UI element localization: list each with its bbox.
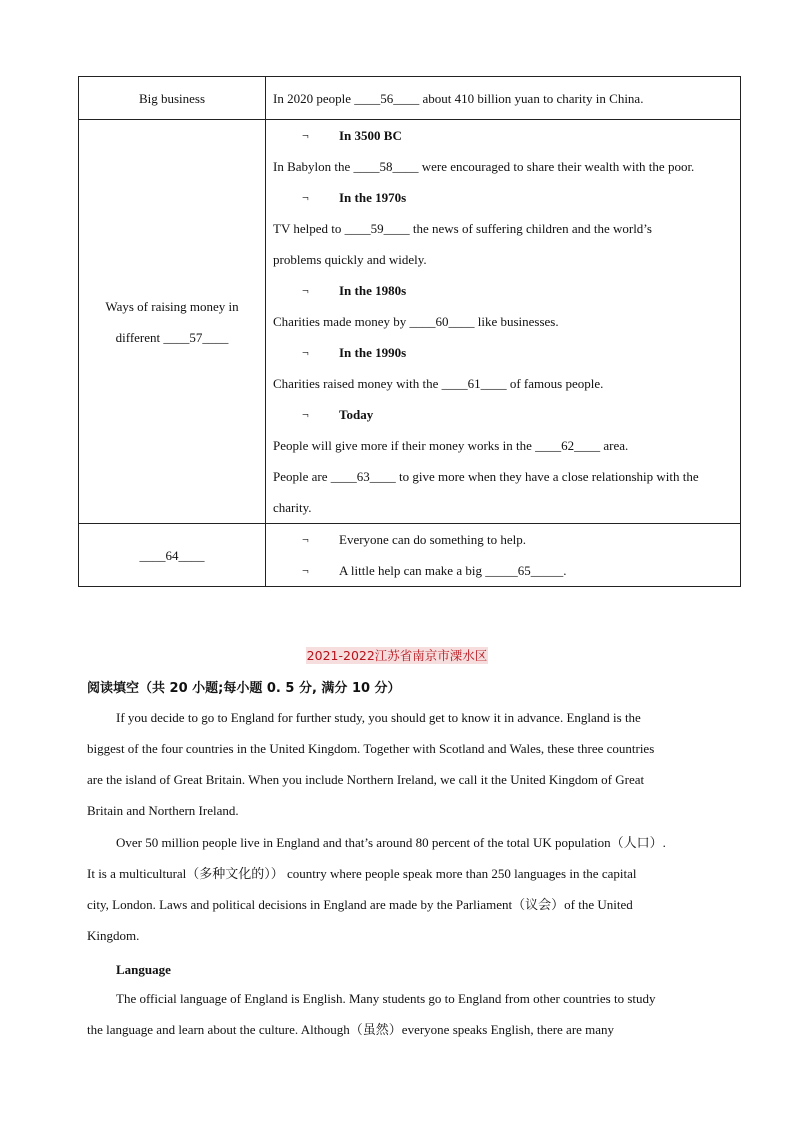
paragraph-line: city, London. Laws and political decisions in England are made by the Parliament（议会）of the United — [87, 897, 633, 912]
table-text: TV helped to ____59____ the news of suffering children and the world’s — [273, 221, 652, 236]
table-text: People are ____63____ to give more when they have a close relationship with the — [273, 469, 699, 484]
paragraph-line: If you decide to go to England for further study, you should get to know it in advance. England is the — [116, 710, 641, 725]
row-content — [266, 77, 741, 120]
table-text: Charities made money by ____60____ like businesses. — [273, 314, 559, 329]
table-row — [79, 77, 741, 120]
table-row — [79, 524, 741, 587]
period-heading: Today — [339, 407, 374, 422]
paragraph-line: Over 50 million people live in England and that’s around 80 percent of the total UK population（人口）. — [116, 835, 666, 850]
row-label-line: different ____57____ — [115, 329, 229, 345]
table-text: In Babylon the ____58____ were encouraged to share their wealth with the poor. — [273, 159, 695, 174]
table-text: Charities raised money with the ____61____ of famous people. — [273, 376, 604, 391]
row-label-big-business: Big business — [79, 77, 266, 120]
paragraph-2 — [87, 827, 727, 951]
bullet-item — [273, 182, 740, 213]
paragraph-line: Kingdom. — [87, 928, 140, 943]
paragraph-line: The official language of England is English. Many students go to England from other countries to study — [116, 991, 656, 1006]
row-content — [266, 120, 741, 524]
source-label — [0, 646, 794, 664]
paragraph-line: It is a multicultural（多种文化的）） country where people speak more than 250 languages in the capital — [87, 866, 637, 881]
paragraph-line: biggest of the four countries in the United Kingdom. Together with Scotland and Wales, these three countries — [87, 741, 655, 756]
bullet-mark: ¬ — [302, 283, 309, 297]
row-content — [266, 524, 741, 587]
section-heading: 阅读填空（共 20 小题;每小题 0. 5 分, 满分 10 分） — [87, 681, 401, 696]
table-text: charity. — [273, 500, 312, 515]
table-text: problems quickly and widely. — [273, 252, 427, 267]
period-heading: In the 1990s — [339, 345, 407, 360]
paragraph-line: Britain and Northern Ireland. — [87, 803, 239, 818]
bullet-text: Everyone can do something to help. — [339, 532, 527, 547]
bullet-item — [273, 524, 740, 555]
row-label-blank-64: ____64____ — [79, 524, 266, 587]
paragraph-line: are the island of Great Britain. When you include Northern Ireland, we call it the United Kingdom of Great — [87, 772, 645, 787]
paragraph-line: the language and learn about the culture. Although（虽然）everyone speaks English, there are many — [87, 1022, 615, 1037]
row-label-ways — [79, 120, 266, 524]
bullet-mark: ¬ — [302, 128, 309, 142]
bullet-mark: ¬ — [302, 407, 309, 421]
bullet-item — [273, 337, 740, 368]
period-heading: In the 1970s — [339, 190, 407, 205]
bullet-item — [273, 275, 740, 306]
source-label-text: 2021-2022江苏省南京市溧水区 — [306, 648, 488, 663]
bullet-mark: ¬ — [302, 563, 309, 577]
bullet-item — [273, 399, 740, 430]
bullet-mark: ¬ — [302, 345, 309, 359]
table-text: In 2020 people ____56____ about 410 billion yuan to charity in China. — [273, 90, 644, 106]
bullet-mark: ¬ — [302, 532, 309, 546]
table-text: People will give more if their money works in the ____62____ area. — [273, 438, 629, 453]
bullet-mark: ¬ — [302, 190, 309, 204]
bullet-item — [273, 120, 740, 151]
period-heading: In 3500 BC — [339, 128, 402, 143]
period-heading: In the 1980s — [339, 283, 407, 298]
paragraph-1 — [87, 702, 727, 826]
subheading-language: Language — [116, 962, 171, 977]
row-label-line: Ways of raising money in — [105, 298, 239, 314]
table-row — [79, 120, 741, 524]
paragraph-3 — [87, 983, 727, 1045]
summary-table — [78, 76, 741, 587]
bullet-text: A little help can make a big _____65_____. — [339, 563, 567, 578]
bullet-item — [273, 555, 740, 586]
